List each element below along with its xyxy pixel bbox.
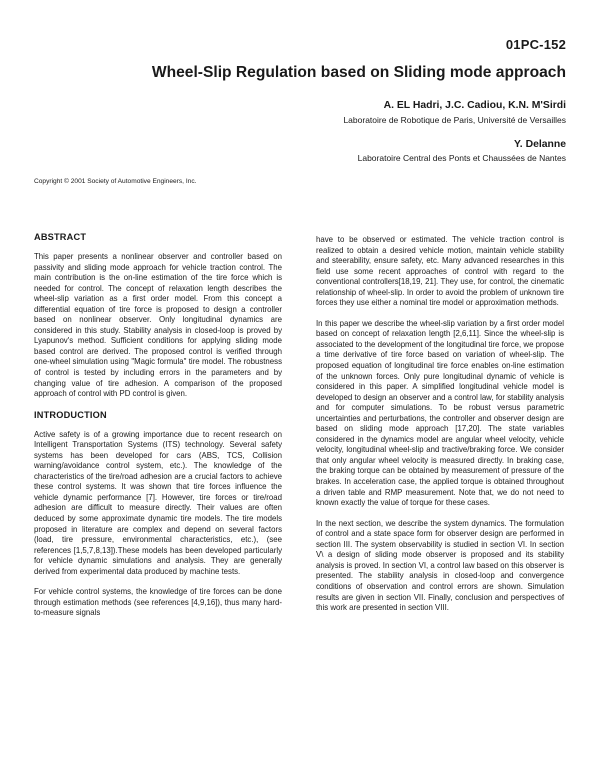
left-column: [34, 232, 282, 629]
affiliation-1: Laboratoire de Robotique de Paris, Université de Versailles: [343, 115, 566, 125]
introduction-heading: INTRODUCTION: [34, 409, 107, 420]
abstract-heading: ABSTRACT: [34, 232, 87, 242]
intro-paragraph-1: Active safety is of a growing importance due to recent research on Intelligent Transportation Systems (ITS) technology. Several safety systems has been developed for cars (ABS, TCS, Collision warning/avoidance control system, etc.). The knowledge of the characteristics of the tire/road adhesion are a crucial factors to achieve these control systems. It was shown that tire forces influence the vehicle dynamic performance [7]. However, tire forces or tire/road adhesion are difficult to measure directly. Their values are often deduced by some approximate dynamic tire models. The tire models proposed in literature are complex and depend on several factors (load, tire pressure, environmental characteristics, etc.), (see references [1,5,7,8,13]).These models has been developed particularly for vehicle dynamic simulations and analysis. They are generally derived from experimental data produced by machine tests.: [34, 429, 282, 576]
right-column: [316, 235, 564, 624]
copyright-notice: Copyright © 2001 Society of Automotive Engineers, Inc.: [34, 178, 197, 185]
paper-title: Wheel-Slip Regulation based on Sliding mode approach: [151, 64, 566, 81]
intro-paragraph-5: In the next section, we describe the system dynamics. The formulation of control and a state space form for observer design are performed in section III. The system observability is studied in section VI. In section V\ a design of sliding mode observer is proposed and its stability analysis is proved. In section VI, a control law based on this observer is presented. The stability analysis in closed-loop and convergence conditions of observation and control errors are shown. Simulation results are given in section VII. Finally, conclusion and perspectives of this work are presented in section VIII.: [316, 518, 564, 613]
intro-paragraph-2: For vehicle control systems, the knowledge of tire forces can be done through estimation methods (see references [4,9,16]), thus many hard-to-measure signals: [34, 587, 282, 618]
intro-paragraph-4: In this paper we describe the wheel-slip variation by a first order model based on concept of relaxation length [2,6,11]. Since the wheel-slip is associated to the development of the longitudinal tire force, we propose a time derivative of tire force based on variation of wheel-slip. The proposed equation of longitudinal tire force enables on-line estimation of the unknown forces. Only pure longitudinal dynamic of vehicle is considered in this paper. A simplified longitudinal vehicle model is developed to design an observer and a control law, for stability analysis and for computer simulations. To be robust versus parametric uncertainties and perturbations, the controller and observer design are based on sliding mode approach [17,20]. The state variables considered in the dynamics model are angular wheel velocity, vehicle velocity, longitudinal wheel-slip and tractive/braking force. We consider that only angular wheel velocity is measured directly. In braking case, the braking torque can be obtained by measurement of pressure of the brakes. In acceleration case, the applied torque is obtained throughout a driven table and RMP measurement. Note that, we do not need to known exactly the value of torque for these cases.: [316, 318, 564, 508]
author-2: Y. Delanne: [514, 139, 566, 150]
abstract-text: This paper presents a nonlinear observer and controller based on passivity and sliding mode approach for vehicle traction control. The main contribution is the on-line estimation of the tire force which is needed for control. The concept of relaxation length describes the wheel-slip variation as a first order model. From this concept a differential equation of tire force is proposed to design a controller based on nonlinear observer. Only longitudinal dynamics are considered in this study. Stability analysis in closed-loop is proved by Lyapunov's method. Sufficient conditions for applying sliding mode based control are derived. The proposed control is verified through one-wheel simulation using "Magic formula" tire model. The robustness of control is tested by including errors in the parameters and by changing value of tire adhesion. A comparison of the proposed approach of control with PD control is given.: [34, 252, 282, 399]
affiliation-2: Laboratoire Central des Ponts et Chaussées de Nantes: [357, 153, 566, 163]
paper-id: 01PC-152: [505, 37, 566, 52]
authors: A. EL Hadri, J.C. Cadiou, K.N. M'Sirdi: [383, 100, 566, 111]
intro-paragraph-3: have to be observed or estimated. The vehicle traction control is realized to obtain a desired vehicle motion, maintain vehicle stability and steerability, ensure safety, etc. Many advanced researches in this field use some recent approaches of control with regard to the conventional controllers[18,19, 21]. They use, for control, the cinematic relationship of wheel-slip. In order to avoid the problem of unknown tire forces they use either a nominal tire model or approximation methods.: [316, 235, 564, 308]
